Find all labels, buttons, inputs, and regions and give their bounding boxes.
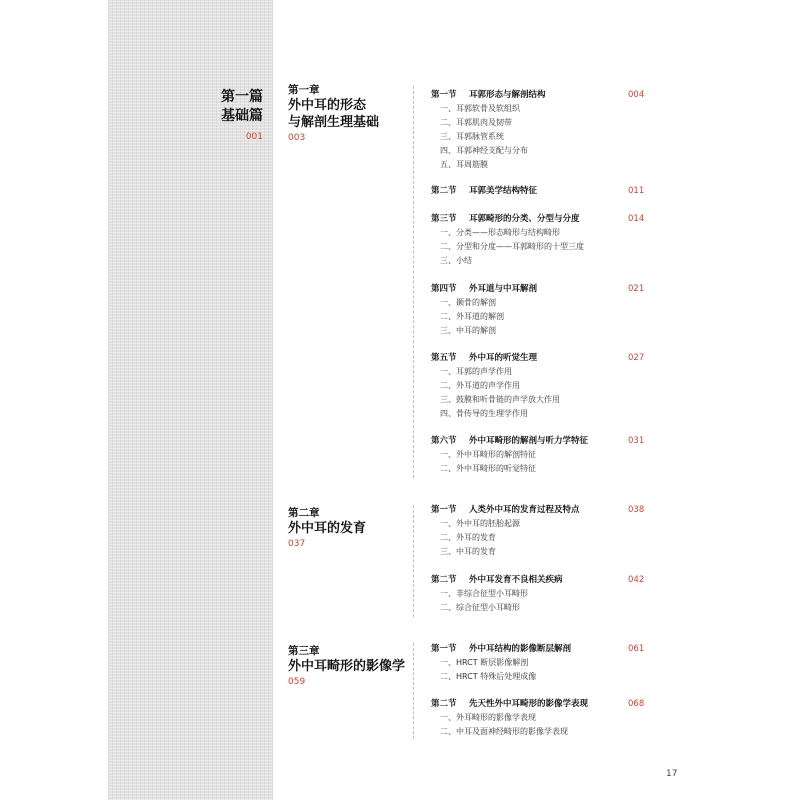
chapter-page-number: 037: [288, 539, 306, 549]
section-item: 二、耳郭肌肉及韧带: [440, 118, 512, 127]
section-number: 第六节: [431, 436, 457, 446]
section-heading: [431, 89, 649, 102]
section-2-1[interactable]: [431, 504, 649, 559]
section-page-number: 011: [628, 186, 645, 196]
section-title: 人类外中耳的发育过程及特点: [469, 505, 580, 515]
section-item: 二、外耳道的声学作用: [440, 381, 520, 390]
section-title: 外中耳结构的影像断层解剖: [469, 644, 572, 654]
section-title: 外中耳发育不良相关疾病: [469, 575, 563, 585]
section-number: 第五节: [431, 353, 457, 363]
section-item: 一、非综合征型小耳畸形: [440, 589, 528, 598]
chapter-divider: [413, 643, 414, 739]
section-item: 三、小结: [440, 256, 472, 265]
section-item: 二、分型和分度——耳郭畸形的十型三度: [440, 242, 584, 251]
chapter-1[interactable]: [288, 83, 379, 143]
chapter-title: 外中耳的形态: [288, 98, 367, 113]
section-heading: [431, 283, 649, 296]
section-item: 二、综合征型小耳畸形: [440, 603, 520, 612]
section-item: 一、外耳畸形的影像学表现: [440, 713, 536, 722]
section-3-1[interactable]: [431, 643, 649, 684]
chapter-divider: [413, 505, 414, 617]
section-1-2[interactable]: [431, 185, 649, 198]
chapter-page-number: 059: [288, 677, 306, 687]
part-title: 基础篇: [221, 108, 263, 124]
section-1-5[interactable]: [431, 352, 649, 421]
section-title: 外中耳的听觉生理: [469, 353, 538, 363]
section-1-6[interactable]: [431, 435, 649, 476]
section-item: 一、颞骨的解剖: [440, 298, 496, 307]
section-number: 第二节: [431, 186, 457, 196]
section-item: 一、分类——形态畸形与结构畸形: [440, 228, 560, 237]
section-heading: [431, 643, 649, 656]
section-page-number: 061: [628, 644, 645, 654]
section-item: 二、中耳及面神经畸形的影像学表现: [440, 727, 568, 736]
section-heading: [431, 698, 649, 711]
section-item: 三、耳郭脉管系统: [440, 132, 504, 141]
section-number: 第一节: [431, 505, 457, 515]
section-page-number: 042: [628, 575, 645, 585]
section-page-number: 031: [628, 436, 645, 446]
section-heading: [431, 185, 649, 198]
section-item: 三、中耳的发育: [440, 547, 496, 556]
chapter-label: 第一章: [288, 84, 320, 96]
section-1-3[interactable]: [431, 213, 649, 268]
section-item: 二、外耳的发育: [440, 533, 496, 542]
section-3-2[interactable]: [431, 698, 649, 739]
section-number: 第三节: [431, 214, 457, 224]
section-number: 第四节: [431, 284, 457, 294]
section-1-4[interactable]: [431, 283, 649, 338]
section-title: 外中耳畸形的解剖与听力学特征: [469, 436, 589, 446]
chapter-divider: [413, 86, 414, 478]
chapter-2[interactable]: [288, 506, 366, 549]
section-item: 一、HRCT 断层影像解剖: [440, 658, 529, 667]
section-page-number: 027: [628, 353, 645, 363]
chapter-page-number: 003: [288, 133, 306, 143]
section-item: 三、中耳的解剖: [440, 326, 496, 335]
chapter-3[interactable]: [288, 644, 405, 687]
section-title: 耳郭畸形的分类、分型与分度: [469, 214, 580, 224]
section-page-number: 038: [628, 505, 645, 515]
section-title: 耳郭形态与解剖结构: [469, 90, 546, 100]
section-item: 一、耳郭的声学作用: [440, 367, 512, 376]
section-number: 第一节: [431, 644, 457, 654]
section-item: 四、骨传导的生理学作用: [440, 409, 528, 418]
section-title: 耳郭美学结构特征: [469, 186, 538, 196]
section-heading: [431, 504, 649, 517]
chapter-title-line2: 与解剖生理基础: [288, 115, 380, 130]
chapter-title: 外中耳畸形的影像学: [288, 659, 406, 674]
chapter-title: 外中耳的发育: [288, 521, 367, 536]
section-item: 一、外中耳畸形的解剖特征: [440, 450, 536, 459]
section-2-2[interactable]: [431, 574, 649, 615]
section-item: 四、耳郭神经支配与分布: [440, 146, 528, 155]
section-page-number: 021: [628, 284, 645, 294]
part-heading: [221, 88, 263, 142]
section-item: 一、耳郭软骨及软组织: [440, 104, 520, 113]
section-number: 第二节: [431, 575, 457, 585]
section-page-number: 004: [628, 90, 645, 100]
section-item: 五、耳周筋膜: [440, 160, 488, 169]
section-heading: [431, 213, 649, 226]
section-page-number: 068: [628, 699, 645, 709]
section-item: 二、外中耳畸形的听觉特征: [440, 464, 536, 473]
chapter-label: 第二章: [288, 507, 320, 519]
section-heading: [431, 574, 649, 587]
section-item: 二、外耳道的解剖: [440, 312, 504, 321]
section-1-1[interactable]: [431, 89, 649, 172]
section-number: 第一节: [431, 90, 457, 100]
section-item: 一、外中耳的胚胎起源: [440, 519, 520, 528]
page-number: 17: [666, 769, 678, 779]
part-page-number: 001: [245, 132, 263, 142]
chapter-label: 第三章: [288, 645, 320, 657]
section-heading: [431, 352, 649, 365]
section-number: 第二节: [431, 699, 457, 709]
section-title: 先天性外中耳畸形的影像学表现: [469, 699, 589, 709]
part-label: 第一篇: [221, 89, 263, 105]
section-title: 外耳道与中耳解剖: [469, 284, 538, 294]
section-heading: [431, 435, 649, 448]
section-item: 二、HRCT 特殊后处理成像: [440, 672, 537, 681]
section-item: 三、鼓膜和听骨链的声学放大作用: [440, 395, 560, 404]
section-page-number: 014: [628, 214, 645, 224]
